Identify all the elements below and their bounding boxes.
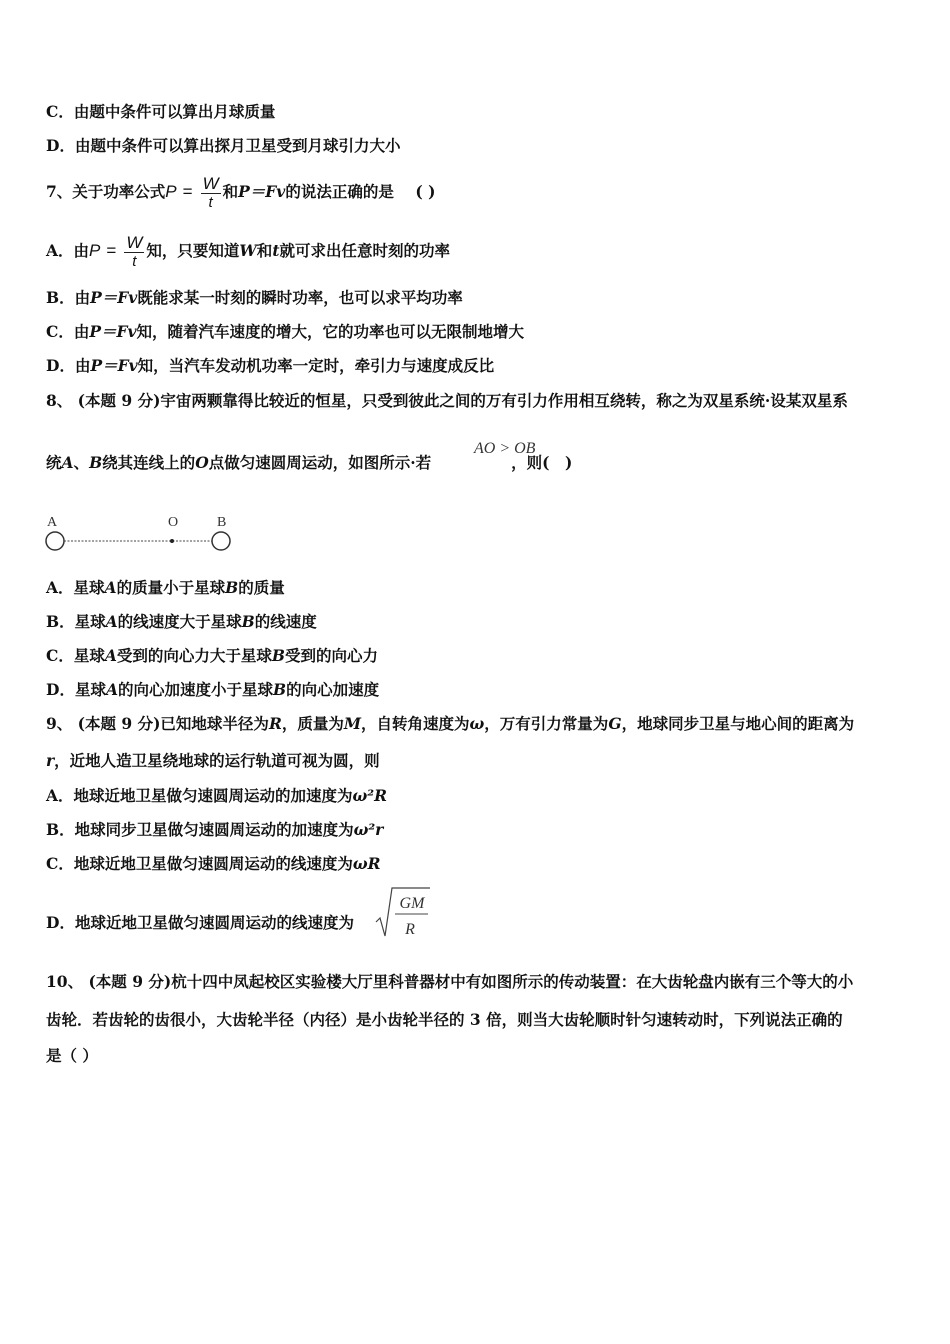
q7-option-a-end: 就可求出任意时刻的功率 xyxy=(279,241,450,260)
q7-formula2: P＝Fv xyxy=(238,182,286,201)
q8-d-3: B xyxy=(273,680,287,699)
q8-star-a: A xyxy=(61,453,74,472)
q8-point-o: O xyxy=(195,453,209,472)
q7-option-a-and: 和 xyxy=(256,241,273,260)
q7-prefix: 7、关于功率公式 xyxy=(46,182,166,201)
q8-c-3: B xyxy=(271,646,285,665)
q8-option-c xyxy=(46,645,904,667)
fig-star-a xyxy=(46,532,64,550)
q7-option-b-prefix: B．由 xyxy=(46,288,91,307)
q7-option-a-prefix: A．由 xyxy=(46,241,90,260)
q8-a-3: B xyxy=(225,578,239,597)
q8-d-1: A xyxy=(105,680,118,699)
q7-option-a-fraction xyxy=(124,234,144,271)
q8-figure xyxy=(40,512,240,556)
q8-b-3: B xyxy=(241,612,255,631)
q6-option-c: C．由题中条件可以算出月球质量 xyxy=(46,102,276,121)
q7-fraction-denominator: t xyxy=(208,193,213,211)
q8-a-4: 的质量 xyxy=(238,578,285,597)
q9-l1-e: ，地球同步卫星与地心间的距离为 xyxy=(621,714,855,733)
q7-option-b-text: 既能求某一时刻的瞬时功率，也可以求平均功率 xyxy=(137,288,463,307)
q8-line2-d: ，则( ) xyxy=(511,453,573,472)
q8-c-1: A xyxy=(104,646,117,665)
q7-middle: 和 xyxy=(222,182,239,201)
q8-d-2: 的向心加速度小于星球 xyxy=(117,680,273,699)
fig-label-o: O xyxy=(168,515,179,530)
q10-stem-line2: 齿轮．若齿轮的齿很小，大齿轮半径（内径）是小齿轮半径的 3 倍，则当大齿轮顺时针匀速转动时，下列说法正确的 xyxy=(46,1010,843,1029)
q9-a-val: ω²R xyxy=(352,786,387,805)
q7-option-c-formula: P＝Fv xyxy=(89,322,137,341)
q8-line2-c: 点做匀速圆周运动，如图所示·若 xyxy=(208,453,432,472)
q8-c-4: 受到的向心力 xyxy=(285,646,379,665)
fig-center-o xyxy=(170,539,174,543)
q9-l2: ，近地人造卫星绕地球的运行轨道可视为圆，则 xyxy=(54,751,380,770)
q9-l1-a: 9、 (本题 9 分)已知地球半径为 xyxy=(46,714,269,733)
q9-r-lower: r xyxy=(46,751,55,770)
q9-sqrt-denominator: R xyxy=(405,921,415,938)
q7-option-d-formula: P＝Fv xyxy=(90,356,138,375)
q8-c-2: 受到的向心力大于星球 xyxy=(116,646,272,665)
q7-option-a-eq: = xyxy=(106,241,117,260)
q8-line2-a: 统 xyxy=(46,453,62,472)
q10-stem-line1: 10、 (本题 9 分)杭十四中凤起校区实验楼大厅里科普器材中有如图所示的传动装置：在大齿轮盘内嵌有三个等大的小 xyxy=(46,972,854,991)
q7-option-b xyxy=(46,287,904,309)
q7-option-d-prefix: D．由 xyxy=(46,356,91,375)
q9-b-text: B．地球同步卫星做匀速圆周运动的加速度为 xyxy=(46,820,354,839)
q8-a-1: A xyxy=(104,578,117,597)
q9-g: G xyxy=(608,714,622,733)
q7-option-a-t: t xyxy=(272,241,280,260)
q9-option-d xyxy=(46,912,904,934)
q7-option-a-denominator: t xyxy=(132,252,137,270)
q8-d-4: 的向心加速度 xyxy=(286,680,380,699)
q8-stem-line1: 8、 (本题 9 分)宇宙两颗靠得比较近的恒星，只受到彼此之间的万有引力作用相互绕转，称之为双星系统·设某双星系 xyxy=(46,391,848,410)
q7-answer-paren: ( ) xyxy=(415,182,436,201)
q9-a-text: A．地球近地卫星做匀速圆周运动的加速度为 xyxy=(46,786,353,805)
q7-option-a xyxy=(46,231,904,271)
q7-formula-eq: = xyxy=(182,182,193,201)
q8-a-0: A．星球 xyxy=(46,578,105,597)
q9-c-val: ωR xyxy=(352,854,381,873)
q9-sqrt-expression xyxy=(374,884,434,940)
q7-formula-p: P xyxy=(165,182,177,201)
q8-star-b: B xyxy=(89,453,103,472)
q7-suffix: 的说法正确的是 xyxy=(285,182,394,201)
q9-option-a xyxy=(46,785,904,807)
q7-option-a-p: P xyxy=(89,241,101,260)
q9-sqrt-numerator: GM xyxy=(399,895,425,912)
q9-l1-c: ，自转角速度为 xyxy=(361,714,470,733)
q7-option-b-formula: P＝Fv xyxy=(90,288,138,307)
q8-b-4: 的线速度 xyxy=(254,612,317,631)
fig-label-a: A xyxy=(47,515,58,530)
q8-option-b xyxy=(46,611,904,633)
q8-b-1: A xyxy=(105,612,118,631)
q8-option-a xyxy=(46,577,904,599)
q6-option-d: D．由题中条件可以算出探月卫星受到月球引力大小 xyxy=(46,136,401,155)
q9-option-b xyxy=(46,819,904,841)
q9-c-text: C．地球近地卫星做匀速圆周运动的线速度为 xyxy=(46,854,353,873)
q7-fraction-numerator: W xyxy=(202,173,219,193)
q9-m: M xyxy=(343,714,362,733)
q8-b-0: B．星球 xyxy=(46,612,106,631)
q8-a-2: 的质量小于星球 xyxy=(116,578,226,597)
q9-b-val: ω²r xyxy=(353,820,384,839)
fig-star-b xyxy=(212,532,230,550)
q8-sep: 、 xyxy=(73,453,90,472)
q9-stem-line2 xyxy=(46,750,904,772)
fig-label-b: B xyxy=(217,515,227,530)
q7-stem xyxy=(46,172,904,212)
q7-option-a-numerator: W xyxy=(126,232,143,252)
q7-option-c xyxy=(46,321,904,343)
q7-option-c-text: 知，随着汽车速度的增大，它的功率也可以无限制地增大 xyxy=(136,322,525,341)
q7-option-d xyxy=(46,355,904,377)
q7-fraction xyxy=(201,175,221,212)
q8-option-d xyxy=(46,679,904,701)
q7-option-c-prefix: C．由 xyxy=(46,322,90,341)
q9-l1-d: ，万有引力常量为 xyxy=(484,714,609,733)
q9-omega: ω xyxy=(469,714,485,733)
q7-option-d-text: 知，当汽车发动机功率一定时，牵引力与速度成反比 xyxy=(137,356,495,375)
q10-stem-line3: 是（ ） xyxy=(46,1046,98,1065)
q8-line2-b: 绕其连线上的 xyxy=(102,453,196,472)
q9-d-text: D．地球近地卫星做匀速圆周运动的线速度为 xyxy=(46,913,354,932)
q7-option-a-w: W xyxy=(239,241,257,260)
q9-r-upper: R xyxy=(268,714,282,733)
q7-option-a-suffix: 知，只要知道 xyxy=(146,241,240,260)
q9-l1-b: ，质量为 xyxy=(281,714,344,733)
q9-stem-line1 xyxy=(46,713,904,735)
q8-c-0: C．星球 xyxy=(46,646,105,665)
q9-option-c xyxy=(46,853,904,875)
q8-d-0: D．星球 xyxy=(46,680,106,699)
q8-b-2: 的线速度大于星球 xyxy=(117,612,242,631)
q8-inequality: AO > OB xyxy=(474,440,536,457)
